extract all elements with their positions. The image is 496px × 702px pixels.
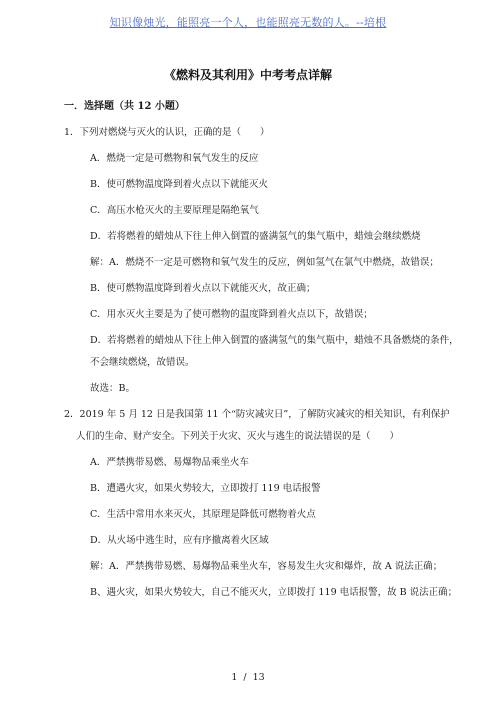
page-separator: / — [243, 672, 247, 683]
question-1-solution-line: 解：A．燃烧不一定是可燃物和氧气发生的反应，例如氢气在氯气中燃烧，故错误； — [90, 257, 439, 268]
question-1-option-d: D．若将燃着的蜡烛从下往上伸入倒置的盛满氢气的集气瓶中，蜡烛会继续燃烧 — [90, 231, 421, 242]
question-2-option-d: D．从火场中逃生时，应有序撤离着火区域 — [90, 535, 269, 546]
total-pages: 13 — [252, 672, 265, 683]
question-1-option-b: B．使可燃物温度降到着火点以下就能灭火 — [90, 179, 268, 190]
question-1-answer: 故选：B。 — [90, 383, 135, 394]
question-2-option-a: A．严禁携带易燃、易爆物品乘坐火车 — [90, 457, 249, 468]
question-1-solution-line: C．用水灭火主要是为了使可燃物的温度降到着火点以下，故错误； — [90, 309, 373, 320]
section-heading: 一．选择题（共 12 小题） — [64, 101, 185, 112]
question-2-option-b: B．遭遇火灾，如果火势较大，立即拨打 119 电话报警 — [90, 483, 321, 494]
question-2-option-c: C．生活中常用水来灭火，其原理是降低可燃物着火点 — [90, 509, 316, 520]
question-1-solution-line: 不会继续燃烧，故错误。 — [90, 357, 195, 368]
document-title: 《燃料及其利用》中考考点详解 — [163, 68, 332, 82]
page-header-quote: 知识像烛光，能照亮一个人，也能照亮无数的人。--培根 — [109, 16, 387, 29]
question-1-solution-line: B．使可燃物温度降到着火点以下就能灭火，故正确； — [90, 283, 316, 294]
current-page: 1 — [231, 672, 238, 683]
question-1-stem: 1．下列对燃烧与灭火的认识，正确的是（ ） — [64, 127, 270, 138]
question-2-solution-line: 解：A．严禁携带易燃、易爆物品乘坐火车，容易发生火灾和爆炸，故 A 说法正确； — [90, 561, 443, 572]
question-2-stem: 2．2019 年 5 月 12 日是我国第 11 个“防灾减灾日”，了解防灾减灾的相关知识，有利保护 — [64, 409, 450, 420]
question-1-option-c: C．高压水枪灭火的主要原理是隔绝氧气 — [90, 205, 259, 216]
question-1-solution-line: D．若将燃着的蜡烛从下往上伸入倒置的盛满氢气的集气瓶中，蜡烛不具备燃烧的条件， — [90, 335, 459, 346]
page-number — [0, 672, 496, 683]
question-1-option-a: A．燃烧一定是可燃物和氧气发生的反应 — [90, 153, 259, 164]
question-2-stem-cont: 人们的生命、财产安全。下列关于火灾、灭火与逃生的说法错误的是（ ） — [76, 431, 400, 442]
question-2-solution-line: B、遇火灾，如果火势较大，自己不能灭火，立即拨打 119 电话报警，故 B 说法正确； — [90, 587, 458, 598]
